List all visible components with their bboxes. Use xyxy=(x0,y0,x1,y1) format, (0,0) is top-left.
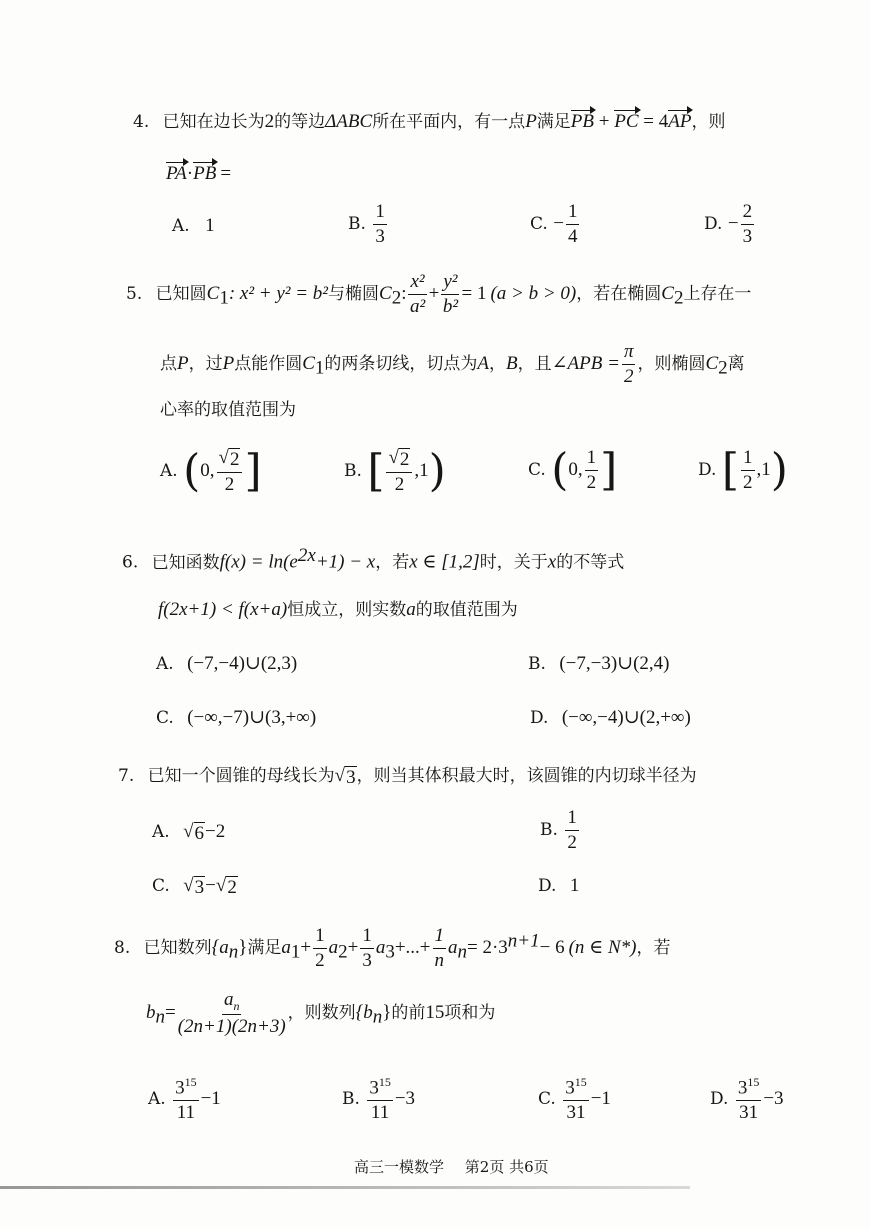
question-text: 的不等式 xyxy=(556,552,625,573)
option-b: B. $\frac{3^{15}}{11}$ −3 xyxy=(342,1075,416,1124)
option-c: C. (0, $\frac{1}{2}$ ] xyxy=(528,444,618,496)
option-value: (−∞,−7)∪(3,+∞) xyxy=(187,707,317,728)
minus-sign: − xyxy=(727,212,739,234)
option-label: A. xyxy=(148,1089,166,1110)
question-number: 5. xyxy=(126,283,143,304)
option-label: A. xyxy=(172,216,190,236)
question-8-line-2: $b_n=$ $\frac{a_n}{(2n+1)(2n+3)}$ ，则数列$\{b_n\}$的前15项和为 xyxy=(146,989,496,1038)
option-label: A. xyxy=(152,822,170,842)
option-fraction: √ 2 2 xyxy=(386,448,412,495)
math-point: B xyxy=(506,352,518,374)
option-c: C. $\frac{3^{15}}{31}$ −1 xyxy=(538,1075,611,1124)
question-text: 项和为 xyxy=(444,1003,496,1024)
scan-edge-line xyxy=(0,1186,690,1189)
option-d xyxy=(538,876,579,895)
question-5-line-3 xyxy=(160,402,296,419)
question-text: 满足 xyxy=(536,112,571,132)
option-fraction: $\frac{1}{2}$ xyxy=(567,807,577,853)
fraction-bn: $\frac{a_n}{(2n+1)(2n+3)}$ xyxy=(177,989,286,1038)
option-label: B. xyxy=(540,819,558,840)
question-5-line-2: 点P，过P点能作圆$C_1$的两条切线，切点为A，B，且∠APB = $\frac{\pi}{2}$ ，则椭圆$C_2$离 xyxy=(160,341,745,387)
option-label: D. xyxy=(698,459,717,480)
question-text: 的取值范围为 xyxy=(415,600,518,620)
option-b xyxy=(348,202,389,247)
option-c xyxy=(530,202,581,247)
math-cond: (a > b > 0) xyxy=(490,282,577,304)
vector-pb: PB xyxy=(570,111,595,132)
math-point: P xyxy=(177,352,189,374)
option-label: C. xyxy=(530,213,548,234)
option-a: A. $\frac{3^{15}}{11}$ −1 xyxy=(148,1075,221,1124)
question-text: 已知数列 xyxy=(143,937,212,958)
math-c2: C xyxy=(379,282,392,304)
option-a xyxy=(156,654,297,673)
option-value: 1 xyxy=(569,875,580,896)
question-number: 6. xyxy=(122,552,139,573)
option-a xyxy=(172,216,215,235)
math-circle-eq: : x² + y² = b² xyxy=(228,282,329,304)
math-c2: C xyxy=(661,282,674,304)
math-c1: C xyxy=(206,282,220,304)
option-b: B. [ √ 2 2 ,1) xyxy=(344,445,446,497)
option-label: C. xyxy=(538,1089,556,1110)
question-text: ，若 xyxy=(375,552,410,573)
option-fraction: $\frac{2}{3}$ xyxy=(742,201,753,247)
question-text: 时，关于 xyxy=(479,552,548,573)
option-a: A. (0, √ 2 2 ] xyxy=(160,445,262,497)
option-label: D. xyxy=(530,708,549,728)
option-label: D. xyxy=(538,876,557,896)
option-label: A. xyxy=(160,460,178,481)
option-a: A. √ 6 −2 xyxy=(152,821,226,844)
question-number: 7. xyxy=(118,766,135,786)
option-label: D. xyxy=(704,213,723,234)
question-text: 点 xyxy=(160,353,177,374)
vector-pa: PA xyxy=(166,163,187,184)
option-value: (−7,−3)∪(2,4) xyxy=(559,653,670,674)
question-text: 满足 xyxy=(247,937,282,958)
minus-sign: − xyxy=(553,212,564,234)
question-text: 上存在一 xyxy=(683,283,752,304)
option-fraction: $\frac{1}{3}$ xyxy=(375,201,385,247)
question-text: ，且 xyxy=(517,353,552,374)
option-value: (−7,−4)∪(2,3) xyxy=(187,653,298,674)
question-text: 心率的取值范围为 xyxy=(160,400,296,420)
question-8-line-1: 8. 已知数列$\{a_n\}$满足$a_1+$ $\frac{1}{2}$ $a_2+$ $\frac{1}{3}$ $a_3+...+$ $\frac{1}{n}$ $a_n= 2\cdot 3^{n+1}- 6$ (n ∈ N*)，若 xyxy=(114,925,671,971)
question-number: 8. xyxy=(114,937,131,958)
question-text: 的两条切线，切点为 xyxy=(324,353,478,374)
question-7-line-1 xyxy=(118,766,697,787)
option-d: D. [ $\frac{1}{2}$ ,1) xyxy=(698,444,788,496)
question-6-line-2: f(2x+1) < f(x+a)恒成立，则实数a的取值范围为 xyxy=(158,599,518,620)
vector-pb: PB xyxy=(193,163,217,184)
question-number: 4. xyxy=(133,112,150,132)
question-text: 恒成立，则实数 xyxy=(287,600,407,620)
fraction-pi: $\frac{\pi}{2}$ xyxy=(623,341,634,387)
option-d xyxy=(704,202,756,247)
question-text: ，过 xyxy=(188,353,223,374)
option-value: 1 xyxy=(205,215,215,236)
math-sqrt: √ 3 xyxy=(334,765,356,788)
question-text: 已知一个圆锥的母线长为 xyxy=(147,766,335,786)
question-text: ，则椭圆 xyxy=(637,353,706,374)
math-point: A xyxy=(477,352,490,374)
question-text: ，则数列 xyxy=(287,1003,356,1024)
fraction-y: $\frac{\text{y²}}{\text{b²}}$ xyxy=(442,271,459,317)
question-text: 已知函数 xyxy=(151,552,220,573)
math-function: f(x) = ln(e xyxy=(219,551,298,573)
option-label: C. xyxy=(152,876,170,896)
math-triangle: ΔABC xyxy=(325,111,373,132)
math-inequality: f(2x+1) < f(x+a) xyxy=(158,599,288,620)
question-text: 已知在边长为 xyxy=(162,112,265,132)
option-b xyxy=(540,808,581,853)
math-eq: = 1 xyxy=(461,282,487,304)
question-text: 点能作圆 xyxy=(234,353,303,374)
page-footer xyxy=(354,1156,549,1177)
math-domain: x ∈ [1,2] xyxy=(409,551,480,573)
math-coef: 4 xyxy=(658,111,669,132)
question-text: 的前 xyxy=(391,1003,426,1024)
option-label: B. xyxy=(348,213,366,234)
fraction-x: $\frac{\text{x²}}{\text{a²}}$ xyxy=(409,271,426,317)
option-value: (−∞,−4)∪(2,+∞) xyxy=(561,707,691,728)
option-c: C. √ 3 − √ 2 xyxy=(152,875,237,898)
question-text: 的等边 xyxy=(274,112,326,132)
math-side: 2 xyxy=(264,111,275,132)
option-fraction: $\frac{1}{4}$ xyxy=(567,201,578,247)
question-text: ，若 xyxy=(636,937,671,958)
vector-pc: PC xyxy=(614,111,639,132)
option-label: D. xyxy=(710,1089,729,1110)
math-angle: ∠APB = xyxy=(551,352,620,374)
math-point: P xyxy=(525,111,537,132)
math-sub: 2 xyxy=(391,287,402,309)
math-point: P xyxy=(222,352,235,374)
question-4-line-1: 4. 已知在边长为2的等边ΔABC所在平面内，有一点P满足PB + PC = 4AP，则 xyxy=(133,111,726,132)
question-text: ，则 xyxy=(691,112,726,132)
math-c1: C xyxy=(302,352,315,374)
option-label: C. xyxy=(156,708,174,728)
math-c2: C xyxy=(705,352,719,374)
math-sub: 2 xyxy=(673,287,684,309)
question-5-line-1: 5. 已知圆$C_1$: x² + y² = b²与椭圆$C_2$: $\frac{\text{x²}}{\text{a²}}$ + $\frac{\text{y²}}{\text{b²}}$ = 1 (a > b > 0)，若在椭圆$C_2$上存在一 xyxy=(126,271,752,317)
math-sub: 2 xyxy=(718,357,728,379)
footer-subject: 高三一模数学 xyxy=(354,1158,445,1176)
question-6-line-1: 6. 已知函数$f(x) = \ln(e^{2x}+1) - x$，若x ∈ [1,2]时，关于x的不等式 xyxy=(122,545,625,573)
option-label: C. xyxy=(528,459,546,480)
math-sub: 1 xyxy=(314,357,325,379)
math-sub: 1 xyxy=(219,287,229,309)
option-label: B. xyxy=(342,1089,360,1110)
option-fraction: √ 2 2 xyxy=(217,448,243,495)
option-d: D. $\frac{3^{15}}{31}$ −3 xyxy=(710,1075,784,1124)
option-label: B. xyxy=(528,654,546,674)
question-text: 已知圆 xyxy=(155,283,207,304)
option-d xyxy=(530,708,691,727)
option-fraction: $\frac{1}{2}$ xyxy=(586,447,597,493)
question-text: 离 xyxy=(727,353,745,374)
question-text: ，则当其体积最大时，该圆锥的内切球半径为 xyxy=(356,766,697,786)
math-equals: = xyxy=(220,163,232,184)
question-4-line-2: PA·PB = xyxy=(166,163,232,184)
vector-ap: AP xyxy=(668,111,692,132)
question-text: 所在平面内，有一点 xyxy=(372,112,526,132)
option-b xyxy=(528,654,669,673)
question-text: ，若在椭圆 xyxy=(576,283,662,304)
option-fraction: $\frac{1}{2}$ xyxy=(743,447,753,493)
option-c xyxy=(156,708,316,727)
option-label: A. xyxy=(156,654,174,674)
footer-page-number: 第2页 共6页 xyxy=(464,1158,549,1176)
option-label: B. xyxy=(344,460,362,481)
question-text: 与椭圆 xyxy=(328,283,380,304)
